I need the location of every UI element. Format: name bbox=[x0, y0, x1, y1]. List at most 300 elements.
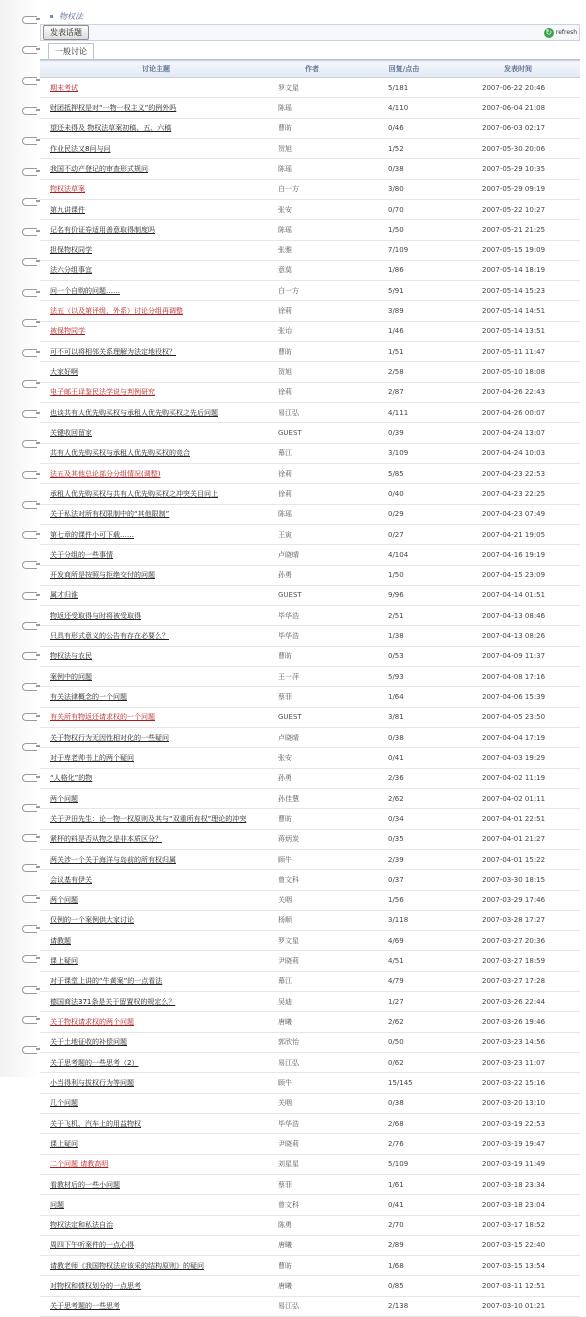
topic-cell bbox=[40, 768, 272, 788]
date-cell: 2007-04-24 13:07 bbox=[456, 423, 580, 443]
topic-link[interactable]: 被保物同学 bbox=[50, 327, 85, 336]
topic-link[interactable]: 对于课堂上讲的“牛黄案”的一点看法 bbox=[50, 977, 163, 986]
topic-link[interactable]: 第七章的课件小可下载…… bbox=[50, 530, 134, 539]
table-row bbox=[40, 463, 580, 483]
replies-cell: 0/29 bbox=[352, 504, 456, 524]
topic-cell bbox=[40, 484, 272, 504]
replies-cell: 2/62 bbox=[352, 788, 456, 808]
date-cell: 2007-03-15 13:54 bbox=[456, 1256, 580, 1276]
replies-cell: 1/61 bbox=[352, 1174, 456, 1194]
topic-link[interactable]: 担保物权同学 bbox=[50, 246, 92, 255]
date-cell: 2007-04-01 22:51 bbox=[456, 809, 580, 829]
post-topic-button[interactable]: 发表话题 bbox=[43, 25, 89, 40]
table-row bbox=[40, 321, 580, 341]
topic-cell bbox=[40, 971, 272, 991]
author-cell: 陈瑶 bbox=[272, 98, 352, 118]
topic-cell bbox=[40, 910, 272, 930]
table-row bbox=[40, 646, 580, 666]
date-cell: 2007-04-01 15:22 bbox=[456, 849, 580, 869]
table-row bbox=[40, 1174, 580, 1194]
binding-ring bbox=[22, 561, 37, 569]
table-row bbox=[40, 1256, 580, 1276]
topic-link[interactable]: 周四下午听案件的一点心得 bbox=[50, 1241, 134, 1250]
replies-cell: 2/68 bbox=[352, 1113, 456, 1133]
table-row bbox=[40, 1073, 580, 1093]
topic-link[interactable]: 有关所有物返还请求权的一个问题 bbox=[50, 713, 155, 722]
date-cell: 2007-04-09 11:37 bbox=[456, 646, 580, 666]
replies-cell: 2/58 bbox=[352, 362, 456, 382]
topic-link[interactable]: 几个问题 bbox=[50, 1099, 78, 1108]
replies-cell: 4/110 bbox=[352, 98, 456, 118]
table-row bbox=[40, 281, 580, 301]
replies-cell: 1/56 bbox=[352, 890, 456, 910]
topic-cell bbox=[40, 240, 272, 260]
topic-cell bbox=[40, 1256, 272, 1276]
table-row bbox=[40, 931, 580, 951]
date-cell: 2007-04-26 22:43 bbox=[456, 382, 580, 402]
replies-cell: 1/50 bbox=[352, 565, 456, 585]
topic-cell bbox=[40, 118, 272, 138]
date-cell: 2007-03-30 18:15 bbox=[456, 870, 580, 890]
topic-link[interactable]: 小当得利与拔权行为等问题 bbox=[50, 1078, 134, 1087]
replies-cell: 0/38 bbox=[352, 1093, 456, 1113]
topic-link[interactable]: 承租人优先购买权与共有人优先购买权之冲突关目问上 bbox=[50, 489, 218, 498]
topic-cell bbox=[40, 829, 272, 849]
topic-link[interactable]: 对物权和债权划分的一点思考 bbox=[50, 1282, 141, 1291]
author-cell: 张诒 bbox=[272, 321, 352, 341]
topic-link[interactable]: 课上疑问 bbox=[50, 957, 78, 966]
date-cell: 2007-03-28 17:27 bbox=[456, 910, 580, 930]
topic-cell bbox=[40, 1093, 272, 1113]
date-cell: 2007-04-06 15:39 bbox=[456, 687, 580, 707]
topic-link[interactable]: 物返还受取得与时将被受取得 bbox=[50, 611, 141, 620]
date-cell: 2007-05-21 21:25 bbox=[456, 220, 580, 240]
topic-cell bbox=[40, 1012, 272, 1032]
column-header-date: 发表时间 bbox=[456, 61, 580, 78]
topic-link[interactable]: 共有人优先购买权与承租人优先购买权的竞合 bbox=[50, 449, 190, 458]
table-row bbox=[40, 382, 580, 402]
date-cell: 2007-05-14 15:23 bbox=[456, 281, 580, 301]
table-row bbox=[40, 1032, 580, 1052]
binding-ring bbox=[22, 986, 37, 994]
topic-link[interactable]: 电子邮王译鉴民法学说与判例研究 bbox=[50, 388, 155, 397]
table-row bbox=[40, 667, 580, 687]
author-cell: 易江弘 bbox=[272, 1296, 352, 1316]
topic-cell bbox=[40, 707, 272, 727]
replies-cell: 3/118 bbox=[352, 910, 456, 930]
topic-cell bbox=[40, 159, 272, 179]
topic-link[interactable]: 德国商法371条是关于留置权的规定么？ bbox=[50, 997, 176, 1006]
topic-link[interactable]: 关于尹田先生：论一物一权原则及其与“双重所有权”理论的冲突 bbox=[50, 814, 247, 823]
table-row bbox=[40, 687, 580, 707]
binding-ring bbox=[22, 46, 37, 54]
table-row bbox=[40, 484, 580, 504]
topic-cell bbox=[40, 951, 272, 971]
replies-cell: 9/96 bbox=[352, 585, 456, 605]
bullet-icon bbox=[50, 15, 53, 18]
date-cell: 2007-04-24 10:03 bbox=[456, 443, 580, 463]
binding-ring bbox=[22, 107, 37, 115]
refresh-label: refresh bbox=[555, 29, 577, 36]
date-cell: 2007-05-29 09:19 bbox=[456, 179, 580, 199]
breadcrumb bbox=[40, 8, 580, 24]
topic-cell bbox=[40, 220, 272, 240]
topic-link[interactable]: 会议基有伊关 bbox=[50, 875, 92, 884]
table-row bbox=[40, 443, 580, 463]
binding-ring bbox=[22, 137, 37, 145]
topic-link[interactable]: 记名有价证券适用善意取得制度吗 bbox=[50, 225, 155, 234]
date-cell: 2007-03-27 18:59 bbox=[456, 951, 580, 971]
topic-cell bbox=[40, 1053, 272, 1073]
author-cell: 刘星星 bbox=[272, 1154, 352, 1174]
table-row bbox=[40, 342, 580, 362]
topic-link[interactable]: 请教题 bbox=[50, 936, 71, 945]
author-cell: 唐曦 bbox=[272, 1012, 352, 1032]
refresh-icon: ↻ bbox=[545, 27, 553, 37]
table-row bbox=[40, 1195, 580, 1215]
topic-cell bbox=[40, 1073, 272, 1093]
topic-link[interactable]: 案例中的问题 bbox=[50, 672, 92, 681]
binding-ring bbox=[22, 925, 37, 933]
topic-cell bbox=[40, 565, 272, 585]
table-row bbox=[40, 240, 580, 260]
date-cell: 2007-03-26 22:44 bbox=[456, 992, 580, 1012]
author-cell: 易江弘 bbox=[272, 403, 352, 423]
binding-ring bbox=[22, 380, 37, 388]
topic-cell bbox=[40, 585, 272, 605]
topic-link[interactable]: 属才归谁 bbox=[50, 591, 78, 600]
breadcrumb-label[interactable]: 物权法 bbox=[59, 11, 83, 21]
topic-link[interactable]: 仅例的一个案例供大家讨论 bbox=[50, 916, 134, 925]
author-cell: 吴迪 bbox=[272, 992, 352, 1012]
topic-link[interactable]: 法六分组事宜 bbox=[50, 266, 92, 275]
topic-link[interactable]: 财团抵押权是对“一物一权主义”的例外吗 bbox=[50, 103, 177, 112]
topic-link[interactable]: 关于思考题的一些思考 bbox=[50, 1302, 120, 1311]
author-cell: GUEST bbox=[272, 707, 352, 727]
topic-link[interactable]: 关于飞机、汽车上的用益物权 bbox=[50, 1119, 141, 1128]
date-cell: 2007-04-23 07:49 bbox=[456, 504, 580, 524]
table-row bbox=[40, 1093, 580, 1113]
topic-link[interactable]: 有关法律概念的一个问题 bbox=[50, 693, 127, 702]
replies-cell: 4/79 bbox=[352, 971, 456, 991]
author-cell: 徐莉 bbox=[272, 382, 352, 402]
date-cell: 2007-06-22 20:46 bbox=[456, 78, 580, 98]
table-row bbox=[40, 585, 580, 605]
date-cell: 2007-05-29 10:35 bbox=[456, 159, 580, 179]
topic-link[interactable]: 课上疑问 bbox=[50, 1139, 78, 1148]
date-cell: 2007-03-27 20:36 bbox=[456, 931, 580, 951]
author-cell: 毕华浩 bbox=[272, 1113, 352, 1133]
date-cell: 2007-03-15 22:40 bbox=[456, 1235, 580, 1255]
topic-link[interactable]: 可不可以将相邻关系理解为法定地役权？ bbox=[50, 347, 176, 356]
topic-cell bbox=[40, 362, 272, 382]
date-cell: 2007-04-04 17:19 bbox=[456, 728, 580, 748]
topic-link[interactable]: 关于分组的一些事情 bbox=[50, 550, 113, 559]
table-row bbox=[40, 606, 580, 626]
refresh-button[interactable] bbox=[544, 28, 577, 38]
topic-list bbox=[40, 78, 580, 1317]
author-cell: 曾文科 bbox=[272, 1195, 352, 1215]
topic-link[interactable]: 问题 bbox=[50, 1200, 64, 1209]
replies-cell: 0/41 bbox=[352, 1195, 456, 1215]
topic-cell bbox=[40, 667, 272, 687]
topic-link[interactable]: 开发商所是按照与拒绝交付的问题 bbox=[50, 571, 155, 580]
replies-cell: 4/51 bbox=[352, 951, 456, 971]
topic-link[interactable]: 望还未得及 物权法草案初稿、五、六稿 bbox=[50, 124, 172, 133]
topic-link[interactable]: 大家好啊 bbox=[50, 368, 78, 377]
replies-cell: 0/38 bbox=[352, 159, 456, 179]
topic-link[interactable]: 两关涉一个关于海洋与岛前的所有权归属 bbox=[50, 855, 176, 864]
author-cell: 曹昉 bbox=[272, 809, 352, 829]
topic-cell bbox=[40, 992, 272, 1012]
replies-cell: 2/138 bbox=[352, 1296, 456, 1316]
tab-general-discussion[interactable]: 一般讨论 bbox=[48, 43, 94, 59]
topic-cell bbox=[40, 1235, 272, 1255]
topic-cell bbox=[40, 748, 272, 768]
topic-link[interactable]: 两个问题 bbox=[50, 794, 78, 803]
binding-ring bbox=[22, 743, 37, 751]
topic-cell bbox=[40, 1032, 272, 1052]
topic-link[interactable]: 二个问题 请教高明 bbox=[50, 1160, 109, 1169]
author-cell: 关咽 bbox=[272, 1093, 352, 1113]
topic-link[interactable]: 关于思考题的一些思考（2） bbox=[50, 1058, 139, 1067]
topic-cell bbox=[40, 504, 272, 524]
replies-cell: 0/39 bbox=[352, 423, 456, 443]
replies-cell: 0/50 bbox=[352, 1032, 456, 1052]
topic-cell bbox=[40, 931, 272, 951]
author-cell: 陈勇 bbox=[272, 1215, 352, 1235]
author-cell: 孙佳慧 bbox=[272, 788, 352, 808]
topic-link[interactable]: 法五（以及第评级、外系）讨论分组再调整 bbox=[50, 307, 183, 316]
date-cell: 2007-03-18 23:34 bbox=[456, 1174, 580, 1194]
binding-ring bbox=[22, 440, 37, 448]
date-cell: 2007-04-13 08:26 bbox=[456, 626, 580, 646]
date-cell: 2007-04-05 23:50 bbox=[456, 707, 580, 727]
binding-ring bbox=[22, 501, 37, 509]
topic-link[interactable]: 只具有形式意义的公告有存在必要么？ bbox=[50, 632, 169, 641]
table-header-row bbox=[40, 61, 580, 78]
table-row bbox=[40, 992, 580, 1012]
topic-cell bbox=[40, 1154, 272, 1174]
author-cell: 郭欣怡 bbox=[272, 1032, 352, 1052]
date-cell: 2007-05-11 11:47 bbox=[456, 342, 580, 362]
binding-ring bbox=[22, 410, 37, 418]
column-header-topic: 讨论主题 bbox=[40, 61, 272, 78]
binding-ring bbox=[22, 1016, 37, 1024]
author-cell: 顾牛 bbox=[272, 849, 352, 869]
table-row bbox=[40, 545, 580, 565]
topic-table bbox=[40, 60, 580, 1317]
forum-panel bbox=[40, 8, 580, 1317]
replies-cell: 3/109 bbox=[352, 443, 456, 463]
replies-cell: 0/40 bbox=[352, 484, 456, 504]
table-row bbox=[40, 524, 580, 544]
replies-cell: 1/64 bbox=[352, 687, 456, 707]
topic-cell bbox=[40, 870, 272, 890]
topic-cell bbox=[40, 78, 272, 98]
date-cell: 2007-03-10 01:21 bbox=[456, 1296, 580, 1316]
author-cell: 唐曦 bbox=[272, 1276, 352, 1296]
topic-cell bbox=[40, 626, 272, 646]
binding-ring bbox=[22, 834, 37, 842]
replies-cell: 2/76 bbox=[352, 1134, 456, 1154]
topic-cell bbox=[40, 463, 272, 483]
topic-link[interactable]: “人格化”的物 bbox=[50, 774, 93, 783]
binding-ring bbox=[22, 1046, 37, 1054]
replies-cell: 5/91 bbox=[352, 281, 456, 301]
topic-link[interactable]: 紧杯的料是否从物之是非本质区分？ bbox=[50, 835, 162, 844]
date-cell: 2007-06-03 02:17 bbox=[456, 118, 580, 138]
topic-cell bbox=[40, 138, 272, 158]
topic-link[interactable]: 物权法定和私法自治 bbox=[50, 1221, 113, 1230]
table-row bbox=[40, 1235, 580, 1255]
date-cell: 2007-06-04 21:08 bbox=[456, 98, 580, 118]
table-row bbox=[40, 849, 580, 869]
author-cell: 易江弘 bbox=[272, 1053, 352, 1073]
topic-cell bbox=[40, 199, 272, 219]
topic-cell bbox=[40, 321, 272, 341]
topic-link[interactable]: 看教材后的一些小问题 bbox=[50, 1180, 120, 1189]
table-row bbox=[40, 951, 580, 971]
binding-ring bbox=[22, 471, 37, 479]
table-row bbox=[40, 98, 580, 118]
topic-link[interactable]: 作业民法又8问与问 bbox=[50, 144, 111, 153]
table-row bbox=[40, 788, 580, 808]
author-cell: 曾文科 bbox=[272, 870, 352, 890]
table-row bbox=[40, 118, 580, 138]
table-row bbox=[40, 1215, 580, 1235]
binding-ring bbox=[22, 168, 37, 176]
author-cell: 陈瑶 bbox=[272, 504, 352, 524]
binding-ring bbox=[22, 228, 37, 236]
topic-link[interactable]: 问一个自购的问题…… bbox=[50, 286, 120, 295]
author-cell: 孙勇 bbox=[272, 768, 352, 788]
binding-ring bbox=[22, 16, 37, 24]
author-cell: 张安 bbox=[272, 748, 352, 768]
replies-cell: 0/85 bbox=[352, 1276, 456, 1296]
topic-link[interactable]: 请教老师《我国物权法应该采的结构原则》的疑问 bbox=[50, 1261, 204, 1270]
table-row bbox=[40, 768, 580, 788]
replies-cell: 3/89 bbox=[352, 301, 456, 321]
topic-cell bbox=[40, 890, 272, 910]
date-cell: 2007-04-02 11:19 bbox=[456, 768, 580, 788]
table-row bbox=[40, 220, 580, 240]
author-cell: 卢晓晴 bbox=[272, 728, 352, 748]
replies-cell: 1/86 bbox=[352, 260, 456, 280]
topic-link[interactable]: 两个问题 bbox=[50, 896, 78, 905]
author-cell: 蔡菲 bbox=[272, 1174, 352, 1194]
author-cell: 徐莉 bbox=[272, 463, 352, 483]
replies-cell: 1/38 bbox=[352, 626, 456, 646]
date-cell: 2007-04-08 17:16 bbox=[456, 667, 580, 687]
topic-cell bbox=[40, 545, 272, 565]
date-cell: 2007-04-14 01:51 bbox=[456, 585, 580, 605]
table-row bbox=[40, 1053, 580, 1073]
date-cell: 2007-04-02 01:11 bbox=[456, 788, 580, 808]
topic-link[interactable]: 法五及其他总论部分分组情况(调整) bbox=[50, 469, 161, 478]
date-cell: 2007-04-01 21:27 bbox=[456, 829, 580, 849]
author-cell: 白一方 bbox=[272, 281, 352, 301]
binding-ring bbox=[22, 531, 37, 539]
date-cell: 2007-04-23 22:25 bbox=[456, 484, 580, 504]
replies-cell: 2/36 bbox=[352, 768, 456, 788]
topic-link[interactable]: 关于私法对所有权限制中的“其他限制” bbox=[50, 510, 170, 519]
table-row bbox=[40, 971, 580, 991]
author-cell: 幕江 bbox=[272, 443, 352, 463]
table-row bbox=[40, 890, 580, 910]
topic-cell bbox=[40, 524, 272, 544]
topic-link[interactable]: 第九讲课件 bbox=[50, 205, 85, 214]
date-cell: 2007-03-11 12:51 bbox=[456, 1276, 580, 1296]
binding-ring bbox=[22, 713, 37, 721]
replies-cell: 0/70 bbox=[352, 199, 456, 219]
table-row bbox=[40, 423, 580, 443]
replies-cell: 0/27 bbox=[352, 524, 456, 544]
topic-link[interactable]: 关于物权行为无因性相对化的一些疑问 bbox=[50, 733, 169, 742]
topic-cell bbox=[40, 260, 272, 280]
date-cell: 2007-03-18 23:04 bbox=[456, 1195, 580, 1215]
replies-cell: 0/46 bbox=[352, 118, 456, 138]
table-row bbox=[40, 1134, 580, 1154]
binding-ring bbox=[22, 895, 37, 903]
topic-link[interactable]: 期末考试 bbox=[50, 83, 78, 92]
topic-link[interactable]: 我国不动产登记的审查形式规问 bbox=[50, 164, 148, 173]
date-cell: 2007-04-13 08:46 bbox=[456, 606, 580, 626]
table-row bbox=[40, 565, 580, 585]
author-cell: 陈瑶 bbox=[272, 220, 352, 240]
topic-cell bbox=[40, 809, 272, 829]
author-cell: 张雅 bbox=[272, 240, 352, 260]
column-header-author: 作者 bbox=[272, 61, 352, 78]
topic-link[interactable]: 物权法与农民 bbox=[50, 652, 92, 661]
author-cell: 毕华浩 bbox=[272, 626, 352, 646]
replies-cell: 4/104 bbox=[352, 545, 456, 565]
replies-cell: 2/39 bbox=[352, 849, 456, 869]
topic-cell bbox=[40, 1276, 272, 1296]
author-cell: 顾牛 bbox=[272, 1073, 352, 1093]
table-row bbox=[40, 260, 580, 280]
topic-cell bbox=[40, 1215, 272, 1235]
topic-link[interactable]: 也谈共有人优先购买权与承租人优先购买权之先后问题 bbox=[50, 408, 218, 417]
replies-cell: 2/51 bbox=[352, 606, 456, 626]
table-row bbox=[40, 809, 580, 829]
binding-ring bbox=[22, 349, 37, 357]
binding-ring bbox=[22, 864, 37, 872]
topic-link[interactable]: 关键收回留家 bbox=[50, 428, 92, 437]
date-cell: 2007-05-15 19:09 bbox=[456, 240, 580, 260]
topic-link[interactable]: 关于土地征收的补偿问题 bbox=[50, 1038, 127, 1047]
topic-cell bbox=[40, 1113, 272, 1133]
topic-link[interactable]: 关于物权请求权的两个问题 bbox=[50, 1018, 134, 1027]
author-cell: 关咽 bbox=[272, 890, 352, 910]
topic-link[interactable]: 对于卑老帅书上的两个疑问 bbox=[50, 753, 134, 762]
author-cell: 蔡菲 bbox=[272, 687, 352, 707]
date-cell: 2007-03-23 14:56 bbox=[456, 1032, 580, 1052]
author-cell: 尹晓莉 bbox=[272, 951, 352, 971]
author-cell: 唐曦 bbox=[272, 1235, 352, 1255]
topic-cell bbox=[40, 301, 272, 321]
topic-cell bbox=[40, 1296, 272, 1316]
topic-cell bbox=[40, 382, 272, 402]
binding-ring bbox=[22, 622, 37, 630]
date-cell: 2007-04-16 19:19 bbox=[456, 545, 580, 565]
author-cell: 曹昉 bbox=[272, 118, 352, 138]
binding-ring bbox=[22, 198, 37, 206]
column-header-replies: 回复/点击 bbox=[352, 61, 456, 78]
author-cell: 曹昉 bbox=[272, 1256, 352, 1276]
date-cell: 2007-03-27 17:28 bbox=[456, 971, 580, 991]
topic-link[interactable]: 物权法草案 bbox=[50, 185, 85, 194]
